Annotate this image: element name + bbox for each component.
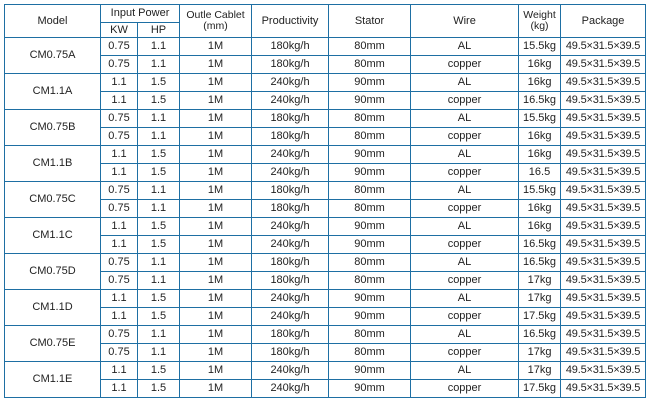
cable-cell: 1M — [180, 326, 252, 344]
weight-cell: 16kg — [519, 128, 561, 146]
stator-cell: 90mm — [329, 380, 411, 398]
wire-cell: AL — [411, 218, 519, 236]
weight-cell: 15.5kg — [519, 38, 561, 56]
productivity-cell: 240kg/h — [252, 74, 329, 92]
kw-cell: 1.1 — [101, 92, 138, 110]
kw-cell: 1.1 — [101, 218, 138, 236]
wire-cell: AL — [411, 74, 519, 92]
weight-cell: 16kg — [519, 200, 561, 218]
productivity-cell: 180kg/h — [252, 344, 329, 362]
package-cell: 49.5×31.5×39.5 — [561, 200, 646, 218]
wire-cell: AL — [411, 326, 519, 344]
wire-cell: copper — [411, 272, 519, 290]
wire-cell: AL — [411, 110, 519, 128]
table-header — [5, 5, 646, 38]
kw-cell: 1.1 — [101, 74, 138, 92]
wire-cell: AL — [411, 38, 519, 56]
stator-cell: 80mm — [329, 56, 411, 74]
wire-cell: copper — [411, 308, 519, 326]
hp-cell: 1.5 — [138, 92, 180, 110]
productivity-cell: 240kg/h — [252, 218, 329, 236]
hp-cell: 1.5 — [138, 146, 180, 164]
package-cell: 49.5×31.5×39.5 — [561, 272, 646, 290]
cable-cell: 1M — [180, 128, 252, 146]
cable-cell: 1M — [180, 200, 252, 218]
model-cell: CM1.1A — [5, 74, 101, 110]
package-cell: 49.5×31.5×39.5 — [561, 38, 646, 56]
header-outle-cablet — [180, 5, 252, 38]
wire-cell: copper — [411, 344, 519, 362]
kw-cell: 1.1 — [101, 146, 138, 164]
header-weight-label: Weight — [523, 9, 556, 21]
cable-cell: 1M — [180, 56, 252, 74]
stator-cell: 80mm — [329, 110, 411, 128]
hp-cell: 1.1 — [138, 254, 180, 272]
stator-cell: 80mm — [329, 182, 411, 200]
package-cell: 49.5×31.5×39.5 — [561, 164, 646, 182]
kw-cell: 1.1 — [101, 236, 138, 254]
package-cell: 49.5×31.5×39.5 — [561, 344, 646, 362]
weight-cell: 16.5kg — [519, 326, 561, 344]
weight-cell: 16.5kg — [519, 236, 561, 254]
header-wire: Wire — [411, 5, 519, 38]
package-cell: 49.5×31.5×39.5 — [561, 110, 646, 128]
package-cell: 49.5×31.5×39.5 — [561, 74, 646, 92]
cable-cell: 1M — [180, 110, 252, 128]
cable-cell: 1M — [180, 74, 252, 92]
table-row — [5, 344, 646, 362]
table-row — [5, 146, 646, 164]
kw-cell: 1.1 — [101, 380, 138, 398]
stator-cell: 90mm — [329, 308, 411, 326]
kw-cell: 0.75 — [101, 182, 138, 200]
wire-cell: copper — [411, 380, 519, 398]
weight-cell: 17.5kg — [519, 380, 561, 398]
productivity-cell: 180kg/h — [252, 254, 329, 272]
productivity-cell: 180kg/h — [252, 326, 329, 344]
weight-cell: 17kg — [519, 344, 561, 362]
header-weight — [519, 5, 561, 38]
productivity-cell: 240kg/h — [252, 380, 329, 398]
model-cell: CM0.75C — [5, 182, 101, 218]
wire-cell: AL — [411, 290, 519, 308]
cable-cell: 1M — [180, 38, 252, 56]
hp-cell: 1.1 — [138, 344, 180, 362]
kw-cell: 1.1 — [101, 308, 138, 326]
wire-cell: copper — [411, 92, 519, 110]
weight-cell: 16kg — [519, 74, 561, 92]
wire-cell: copper — [411, 236, 519, 254]
cable-cell: 1M — [180, 164, 252, 182]
wire-cell: copper — [411, 164, 519, 182]
hp-cell: 1.5 — [138, 74, 180, 92]
hp-cell: 1.1 — [138, 200, 180, 218]
hp-cell: 1.5 — [138, 362, 180, 380]
wire-cell: AL — [411, 146, 519, 164]
weight-cell: 17kg — [519, 290, 561, 308]
cable-cell: 1M — [180, 362, 252, 380]
stator-cell: 90mm — [329, 74, 411, 92]
package-cell: 49.5×31.5×39.5 — [561, 362, 646, 380]
model-cell: CM1.1B — [5, 146, 101, 182]
cable-cell: 1M — [180, 272, 252, 290]
weight-cell: 16kg — [519, 56, 561, 74]
stator-cell: 90mm — [329, 164, 411, 182]
weight-cell: 17kg — [519, 362, 561, 380]
model-cell: CM0.75B — [5, 110, 101, 146]
table-row — [5, 164, 646, 182]
cable-cell: 1M — [180, 344, 252, 362]
productivity-cell: 240kg/h — [252, 308, 329, 326]
header-hp: HP — [138, 23, 180, 38]
package-cell: 49.5×31.5×39.5 — [561, 290, 646, 308]
model-cell: CM1.1E — [5, 362, 101, 398]
hp-cell: 1.1 — [138, 326, 180, 344]
kw-cell: 0.75 — [101, 254, 138, 272]
cable-cell: 1M — [180, 218, 252, 236]
weight-cell: 16kg — [519, 146, 561, 164]
weight-cell: 17kg — [519, 272, 561, 290]
package-cell: 49.5×31.5×39.5 — [561, 92, 646, 110]
table-row — [5, 254, 646, 272]
cable-cell: 1M — [180, 182, 252, 200]
kw-cell: 0.75 — [101, 344, 138, 362]
stator-cell: 80mm — [329, 272, 411, 290]
kw-cell: 0.75 — [101, 200, 138, 218]
wire-cell: copper — [411, 128, 519, 146]
hp-cell: 1.5 — [138, 236, 180, 254]
kw-cell: 0.75 — [101, 272, 138, 290]
stator-cell: 90mm — [329, 290, 411, 308]
header-outle-cablet-unit: (mm) — [203, 20, 228, 32]
wire-cell: AL — [411, 362, 519, 380]
hp-cell: 1.1 — [138, 128, 180, 146]
hp-cell: 1.1 — [138, 38, 180, 56]
productivity-cell: 180kg/h — [252, 182, 329, 200]
productivity-cell: 180kg/h — [252, 110, 329, 128]
wire-cell: AL — [411, 182, 519, 200]
weight-cell: 16kg — [519, 218, 561, 236]
stator-cell: 80mm — [329, 254, 411, 272]
header-weight-unit: (kg) — [530, 20, 549, 32]
wire-cell: copper — [411, 56, 519, 74]
hp-cell: 1.5 — [138, 218, 180, 236]
stator-cell: 80mm — [329, 200, 411, 218]
kw-cell: 0.75 — [101, 38, 138, 56]
table-row — [5, 308, 646, 326]
cable-cell: 1M — [180, 236, 252, 254]
cable-cell: 1M — [180, 308, 252, 326]
cable-cell: 1M — [180, 380, 252, 398]
kw-cell: 0.75 — [101, 326, 138, 344]
table-row — [5, 38, 646, 56]
kw-cell: 1.1 — [101, 290, 138, 308]
package-cell: 49.5×31.5×39.5 — [561, 146, 646, 164]
productivity-cell: 240kg/h — [252, 290, 329, 308]
table-row — [5, 200, 646, 218]
hp-cell: 1.5 — [138, 380, 180, 398]
hp-cell: 1.1 — [138, 110, 180, 128]
productivity-cell: 240kg/h — [252, 164, 329, 182]
package-cell: 49.5×31.5×39.5 — [561, 236, 646, 254]
package-cell: 49.5×31.5×39.5 — [561, 326, 646, 344]
table-body — [5, 38, 646, 398]
table-row — [5, 272, 646, 290]
productivity-cell: 180kg/h — [252, 56, 329, 74]
hp-cell: 1.5 — [138, 164, 180, 182]
table-row — [5, 92, 646, 110]
stator-cell: 90mm — [329, 362, 411, 380]
cable-cell: 1M — [180, 92, 252, 110]
package-cell: 49.5×31.5×39.5 — [561, 218, 646, 236]
header-package: Package — [561, 5, 646, 38]
table-row — [5, 110, 646, 128]
table-row — [5, 56, 646, 74]
weight-cell: 17.5kg — [519, 308, 561, 326]
weight-cell: 16.5kg — [519, 92, 561, 110]
kw-cell: 0.75 — [101, 110, 138, 128]
table-row — [5, 362, 646, 380]
package-cell: 49.5×31.5×39.5 — [561, 56, 646, 74]
model-cell: CM0.75D — [5, 254, 101, 290]
wire-cell: AL — [411, 254, 519, 272]
header-kw: KW — [101, 23, 138, 38]
table-row — [5, 290, 646, 308]
productivity-cell: 180kg/h — [252, 200, 329, 218]
productivity-cell: 240kg/h — [252, 236, 329, 254]
package-cell: 49.5×31.5×39.5 — [561, 254, 646, 272]
cable-cell: 1M — [180, 290, 252, 308]
stator-cell: 80mm — [329, 326, 411, 344]
hp-cell: 1.1 — [138, 272, 180, 290]
stator-cell: 90mm — [329, 218, 411, 236]
table-row — [5, 380, 646, 398]
productivity-cell: 240kg/h — [252, 362, 329, 380]
stator-cell: 90mm — [329, 236, 411, 254]
productivity-cell: 240kg/h — [252, 146, 329, 164]
package-cell: 49.5×31.5×39.5 — [561, 308, 646, 326]
table-row — [5, 74, 646, 92]
weight-cell: 16.5 — [519, 164, 561, 182]
header-input-power: Input Power — [101, 5, 180, 23]
header-stator: Stator — [329, 5, 411, 38]
package-cell: 49.5×31.5×39.5 — [561, 128, 646, 146]
productivity-cell: 180kg/h — [252, 272, 329, 290]
stator-cell: 90mm — [329, 92, 411, 110]
hp-cell: 1.1 — [138, 182, 180, 200]
weight-cell: 15.5kg — [519, 182, 561, 200]
hp-cell: 1.5 — [138, 290, 180, 308]
kw-cell: 0.75 — [101, 56, 138, 74]
table-row — [5, 128, 646, 146]
specification-table — [4, 4, 646, 398]
cable-cell: 1M — [180, 146, 252, 164]
stator-cell: 80mm — [329, 38, 411, 56]
wire-cell: copper — [411, 200, 519, 218]
weight-cell: 16.5kg — [519, 254, 561, 272]
productivity-cell: 180kg/h — [252, 38, 329, 56]
model-cell: CM0.75E — [5, 326, 101, 362]
kw-cell: 1.1 — [101, 362, 138, 380]
cable-cell: 1M — [180, 254, 252, 272]
kw-cell: 0.75 — [101, 128, 138, 146]
header-outle-cablet-label: Outle Cablet — [186, 9, 245, 21]
package-cell: 49.5×31.5×39.5 — [561, 380, 646, 398]
header-model: Model — [5, 5, 101, 38]
kw-cell: 1.1 — [101, 164, 138, 182]
model-cell: CM0.75A — [5, 38, 101, 74]
model-cell: CM1.1D — [5, 290, 101, 326]
stator-cell: 90mm — [329, 146, 411, 164]
model-cell: CM1.1C — [5, 218, 101, 254]
table-row — [5, 236, 646, 254]
stator-cell: 80mm — [329, 344, 411, 362]
package-cell: 49.5×31.5×39.5 — [561, 182, 646, 200]
hp-cell: 1.1 — [138, 56, 180, 74]
table-row — [5, 326, 646, 344]
header-productivity: Productivity — [252, 5, 329, 38]
hp-cell: 1.5 — [138, 308, 180, 326]
table-row — [5, 218, 646, 236]
productivity-cell: 240kg/h — [252, 92, 329, 110]
stator-cell: 80mm — [329, 128, 411, 146]
weight-cell: 15.5kg — [519, 110, 561, 128]
table-row — [5, 182, 646, 200]
productivity-cell: 180kg/h — [252, 128, 329, 146]
